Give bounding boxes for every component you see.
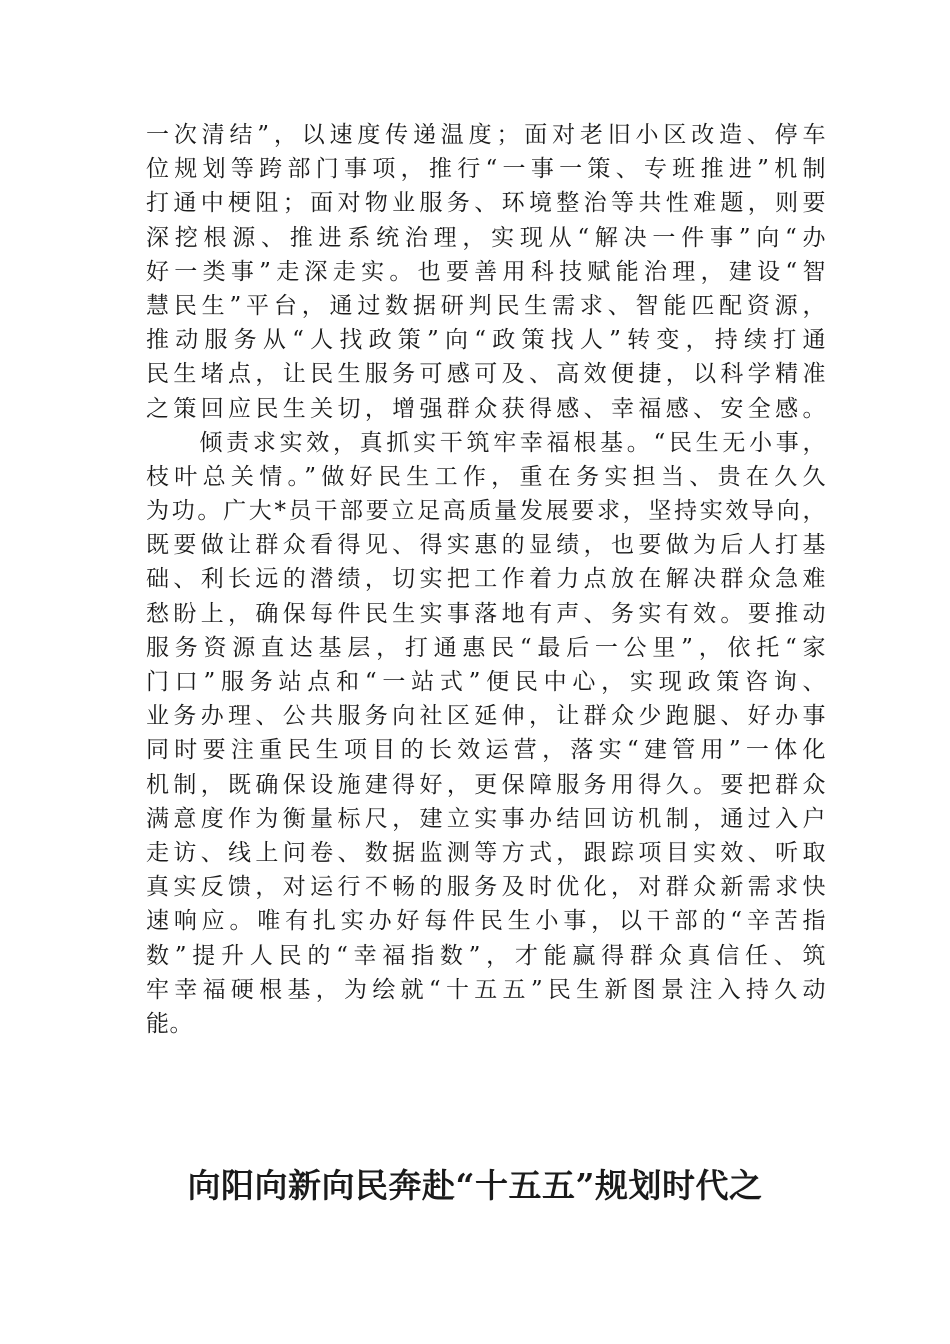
text-line: 满意度作为衡量标尺，建立实事办结回访机制，通过入户	[146, 805, 826, 832]
text-line: 之策回应民生关切，增强群众获得感、幸福感、安全感。	[146, 395, 826, 422]
text-line: 好一类事”走深走实。也要善用科技赋能治理，建设“智	[146, 258, 826, 285]
text-line: 愁盼上，确保每件民生实事落地有声、务实有效。要推动	[146, 600, 826, 627]
next-article-title: 向阳向新向民奔赴“十五五”规划时代之	[187, 1166, 763, 1205]
text-line: 枝叶总关情。”做好民生工作，重在务实担当、贵在久久	[146, 463, 826, 490]
text-line: 民生堵点，让民生服务可感可及、高效便捷，以科学精准	[146, 361, 826, 388]
text-line: 慧民生”平台，通过数据研判民生需求、智能匹配资源，	[146, 292, 826, 319]
text-line: 门口”服务站点和“一站式”便民中心，实现政策咨询、	[146, 669, 826, 695]
body-text	[146, 118, 826, 1041]
text-line: 既要做让群众看得见、得实惠的显绩，也要做为后人打基	[146, 532, 826, 559]
text-line: 础、利长远的潜绩，切实把工作着力点放在解决群众急难	[146, 566, 826, 593]
text-line: 走访、线上问卷、数据监测等方式，跟踪项目实效、听取	[146, 839, 826, 866]
text-line: 速响应。唯有扎实办好每件民生小事，以干部的“辛苦指	[146, 908, 826, 935]
text-line: 能。	[146, 1010, 193, 1037]
text-line: 打通中梗阻；面对物业服务、环境整治等共性难题，则要	[146, 190, 826, 217]
text-line: 位规划等跨部门事项，推行“一事一策、专班推进”机制	[146, 156, 826, 183]
text-line: 真实反馈，对运行不畅的服务及时优化，对群众新需求快	[146, 874, 826, 901]
text-line: 深挖根源、推进系统治理，实现从“解决一件事”向“办	[146, 224, 826, 251]
text-line: 业务办理、公共服务向社区延伸，让群众少跑腿、好办事	[146, 703, 826, 730]
text-line: 为功。广大*员干部要立足高质量发展要求，坚持实效导向，	[146, 498, 826, 525]
text-line: 服务资源直达基层，打通惠民“最后一公里”，依托“家	[146, 634, 826, 661]
text-line: 倾责求实效，真抓实干筑牢幸福根基。“民生无小事，	[146, 429, 826, 456]
text-line: 一次清结”，以速度传递温度；面对老旧小区改造、停车	[146, 122, 826, 148]
text-line: 数”提升人民的“幸福指数”，才能赢得群众真信任、筑	[146, 942, 826, 969]
text-line: 牢幸福硬根基，为绘就“十五五”民生新图景注入持久动	[146, 976, 826, 1003]
text-line: 机制，既确保设施建得好，更保障服务用得久。要把群众	[146, 771, 826, 798]
text-line: 同时要注重民生项目的长效运营，落实“建管用”一体化	[146, 737, 826, 764]
text-line: 推动服务从“人找政策”向“政策找人”转变，持续打通	[146, 327, 826, 354]
